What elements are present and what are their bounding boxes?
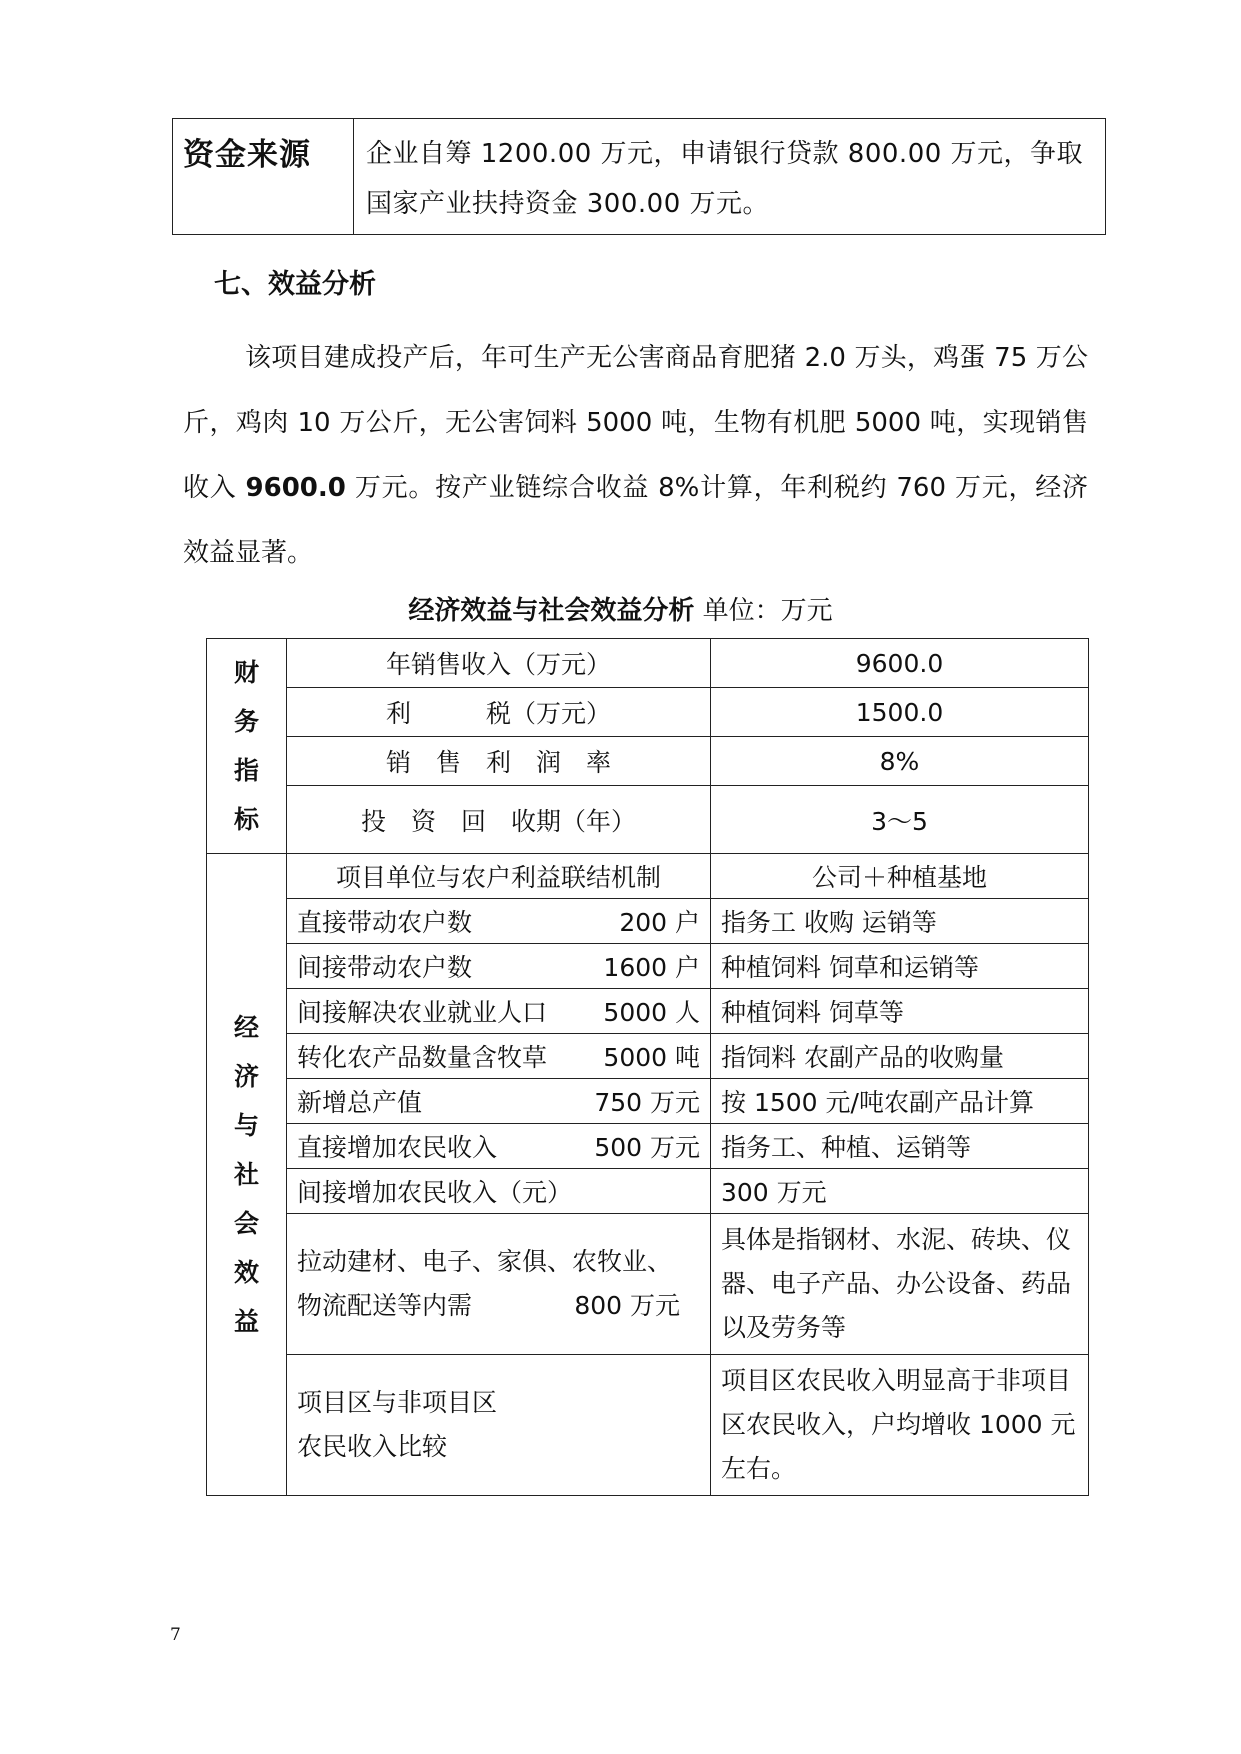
table-row <box>207 1124 1089 1169</box>
table-row <box>207 944 1089 989</box>
compare-item-line1: 项目区与非项目区 <box>297 1388 498 1417</box>
economic-item-label: 转化农产品数量含牧草 <box>297 1043 548 1072</box>
table-row <box>207 1079 1089 1124</box>
pull-item-line2: 物流配送等内需 <box>297 1291 473 1320</box>
benefit-paragraph <box>183 326 1088 586</box>
economic-value: 种植饲料 饲草等 <box>711 989 1089 1034</box>
economic-item <box>287 899 711 944</box>
pull-item-amount: 800 万元 <box>574 1291 680 1320</box>
benefit-table <box>206 638 1089 1496</box>
economic-item <box>287 1034 711 1079</box>
economic-value-pull: 具体是指钢材、水泥、砖块、仪器、电子产品、办公设备、药品以及劳务等 <box>711 1214 1089 1355</box>
table-caption <box>0 590 1241 627</box>
table-row <box>207 899 1089 944</box>
table-row <box>207 1355 1089 1496</box>
financial-category-char: 标 <box>233 805 259 834</box>
economic-value: 种植饲料 饲草和运销等 <box>711 944 1089 989</box>
economic-value: 指饲料 农副产品的收购量 <box>711 1034 1089 1079</box>
table-row <box>207 1034 1089 1079</box>
economic-header-item: 项目单位与农户利益联结机制 <box>287 854 711 899</box>
economic-item <box>287 1169 711 1214</box>
table-row <box>207 786 1089 854</box>
economic-item-amount: 1600 户 <box>603 953 700 982</box>
economic-value: 300 万元 <box>711 1169 1089 1214</box>
economic-category-char: 益 <box>233 1307 259 1336</box>
table-row <box>207 1214 1089 1355</box>
economic-item-label: 间接带动农户数 <box>297 953 473 982</box>
financial-category <box>207 639 287 854</box>
table-row <box>207 639 1089 688</box>
table-caption-title: 经济效益与社会效益分析 <box>408 596 695 626</box>
paragraph-text-b: 万元。按产业链综合收益 8%计算，年利税约 760 万元，经济效益显著。 <box>183 473 1088 568</box>
paragraph-sales-value: 9600.0 <box>245 473 346 503</box>
financial-category-char: 务 <box>233 707 259 736</box>
economic-item <box>287 1079 711 1124</box>
economic-category <box>207 854 287 1496</box>
compare-item-line2: 农民收入比较 <box>297 1432 448 1461</box>
economic-category-char: 会 <box>233 1209 259 1238</box>
funding-label: 资金来源 <box>173 119 354 235</box>
economic-item <box>287 944 711 989</box>
page-number: 7 <box>170 1625 181 1645</box>
financial-value: 3～5 <box>711 786 1089 854</box>
economic-item-pull <box>287 1214 711 1355</box>
table-caption-unit: 单位：万元 <box>702 596 833 626</box>
table-row <box>207 989 1089 1034</box>
economic-category-char: 效 <box>233 1258 259 1287</box>
economic-item-label: 间接增加农民收入（元） <box>297 1178 573 1207</box>
financial-item: 销 售 利 润 率 <box>287 737 711 786</box>
economic-item-compare <box>287 1355 711 1496</box>
economic-category-char: 社 <box>233 1160 259 1189</box>
table-row <box>207 737 1089 786</box>
economic-value-compare: 项目区农民收入明显高于非项目区农民收入，户均增收 1000 元左右。 <box>711 1355 1089 1496</box>
funding-row <box>173 119 1106 235</box>
economic-item-amount: 750 万元 <box>594 1088 700 1117</box>
economic-item-amount: 500 万元 <box>594 1133 700 1162</box>
financial-item: 年销售收入（万元） <box>287 639 711 688</box>
economic-category-char: 经 <box>233 1013 259 1042</box>
economic-item-amount: 5000 人 <box>603 998 700 1027</box>
economic-category-char: 与 <box>233 1111 259 1140</box>
financial-item: 利 税（万元） <box>287 688 711 737</box>
economic-header-value: 公司＋种植基地 <box>711 854 1089 899</box>
table-row <box>207 854 1089 899</box>
financial-item: 投 资 回 收期（年） <box>287 786 711 854</box>
table-row <box>207 1169 1089 1214</box>
funding-table <box>172 118 1106 235</box>
economic-item <box>287 989 711 1034</box>
economic-value: 指务工、种植、运销等 <box>711 1124 1089 1169</box>
financial-category-char: 财 <box>233 658 259 687</box>
economic-item-amount: 5000 吨 <box>603 1043 700 1072</box>
economic-item-label: 间接解决农业就业人口 <box>297 998 548 1027</box>
financial-value: 9600.0 <box>711 639 1089 688</box>
table-row <box>207 688 1089 737</box>
economic-item-label: 直接带动农户数 <box>297 908 473 937</box>
economic-item-label: 新增总产值 <box>297 1088 423 1117</box>
economic-category-char: 济 <box>233 1062 259 1091</box>
section-heading: 七、效益分析 <box>214 269 376 300</box>
economic-value: 指务工 收购 运销等 <box>711 899 1089 944</box>
pull-item-line1: 拉动建材、电子、家俱、农牧业、 <box>297 1247 673 1276</box>
financial-value: 1500.0 <box>711 688 1089 737</box>
economic-item-amount: 200 户 <box>619 908 700 937</box>
financial-category-char: 指 <box>233 756 259 785</box>
economic-item <box>287 1124 711 1169</box>
economic-value: 按 1500 元/吨农副产品计算 <box>711 1079 1089 1124</box>
economic-item-label: 直接增加农民收入 <box>297 1133 498 1162</box>
financial-value: 8% <box>711 737 1089 786</box>
paragraph-text-a: 该项目建成投产后，年可生产无公害商品育肥猪 2.0 万头，鸡蛋 75 万公斤，鸡肉 10 万公斤，无公害饲料 5000 吨，生物有机肥 5000 吨，实现销售收入 <box>183 343 1088 503</box>
funding-content: 企业自筹 1200.00 万元，申请银行贷款 800.00 万元，争取国家产业扶持资金 300.00 万元。 <box>354 119 1106 235</box>
